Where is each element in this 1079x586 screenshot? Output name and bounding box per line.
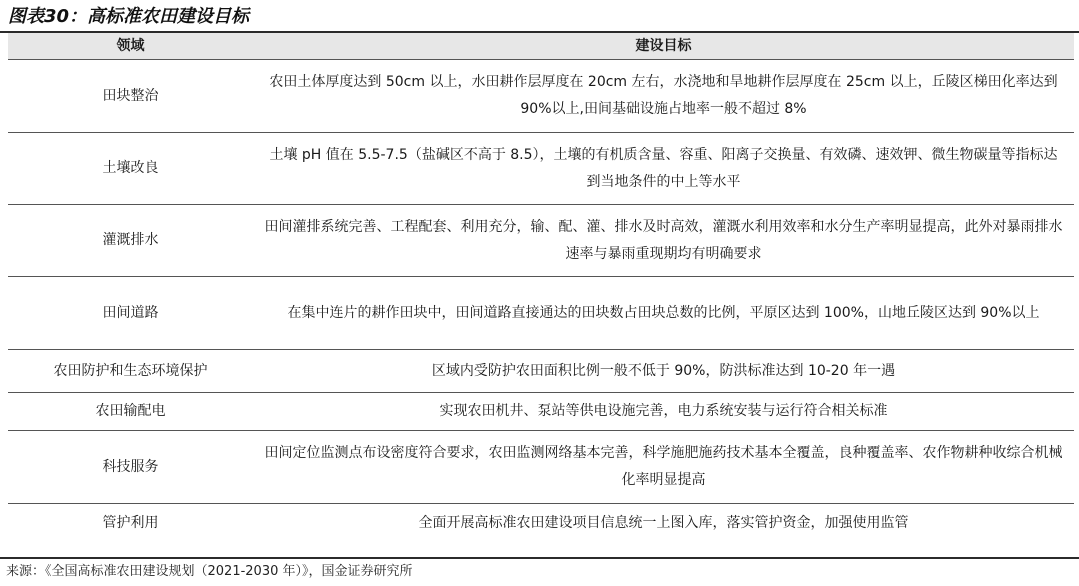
table-row — [8, 205, 1074, 277]
table-row — [8, 60, 1074, 133]
table-row — [8, 504, 1074, 542]
header-domain: 领域 — [116, 37, 145, 54]
header-goal: 建设目标 — [635, 37, 692, 54]
table-header-row — [8, 33, 1074, 60]
table-row — [8, 133, 1074, 205]
table-row — [8, 431, 1074, 504]
row-domain: 田块整治 — [102, 87, 159, 104]
row-goal: 全面开展高标准农田建设项目信息统一上图入库，落实管护资金，加强使用监管 — [418, 514, 909, 531]
table-row — [8, 277, 1074, 350]
row-domain: 土壤改良 — [102, 160, 159, 176]
row-domain: 灌溉排水 — [102, 232, 159, 248]
row-goal: 在集中连片的耕作田块中，田间道路直接通达的田块数占田块总数的比例，平原区达到 100%，山地丘陵区达到 90%以上 — [287, 304, 1040, 321]
row-goal: 土壤 pH 值在 5.5-7.5（盐碱区不高于 8.5），土壤的有机质含量、容重、阳离子交换量、有效磷、速效钾、微生物碳量等指标达到当地条件的中上等水平 — [269, 146, 1058, 190]
table-row — [8, 350, 1074, 393]
row-goal: 田间灌排系统完善、工程配套、利用充分，输、配、灌、排水及时高效，灌溉水利用效率和水分生产率明显提高，此外对暴雨排水速率与暴雨重现期均有明确要求 — [264, 218, 1063, 262]
row-goal: 区域内受防护农田面积比例一般不低于 90%，防洪标准达到 10-20 年一遇 — [431, 362, 896, 379]
source-note: 来源：《全国高标准农田建设规划（2021-2030 年）》，国金证券研究所 — [6, 564, 413, 579]
row-domain: 农田输配电 — [95, 403, 166, 419]
row-goal: 田间定位监测点布设密度符合要求，农田监测网络基本完善，科学施肥施药技术基本全覆盖，良种覆盖率、农作物耕种收综合机械化率明显提高 — [264, 445, 1063, 488]
row-goal: 农田土体厚度达到 50cm 以上，水田耕作层厚度在 20cm 左右，水浇地和旱地耕作层厚度在 25cm 以上，丘陵区梯田化率达到 90%以上,田间基础设施占地率一般不超过 8% — [269, 74, 1058, 117]
figure-title: 图表30：高标准农田建设目标 — [8, 6, 250, 27]
row-domain: 管护利用 — [102, 514, 159, 531]
goals-table — [8, 33, 1074, 542]
row-domain: 农田防护和生态环境保护 — [53, 362, 208, 379]
row-domain: 田间道路 — [102, 304, 159, 321]
footer-rule — [0, 557, 1079, 559]
row-domain: 科技服务 — [102, 458, 159, 475]
row-goal: 实现农田机井、泵站等供电设施完善，电力系统安装与运行符合相关标准 — [439, 403, 888, 419]
table-row — [8, 393, 1074, 431]
